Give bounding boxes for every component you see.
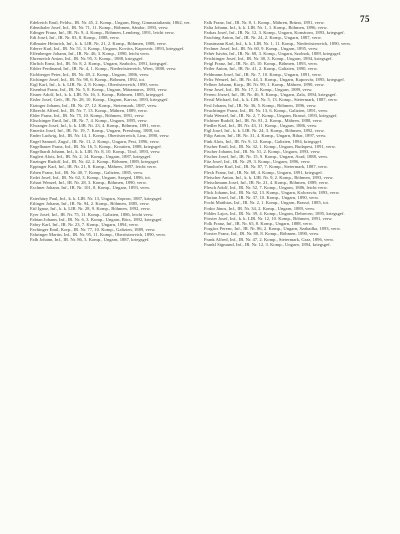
list-entry: Eisenhut Franz, Inf., IR. Nr. 5, 8. Komp., Ungarn, Máramaros, 1893, verw. bbox=[30, 87, 168, 93]
list-entry: Fleck Franz, Inf., IR. Nr. 68, 4. Komp., Ungarn, 1891, kriegsgef. bbox=[204, 169, 323, 175]
list-entry: Fitz Josef, Inf., IR. Nr. 29, 3. Komp., Ungarn, 1896, verw. bbox=[204, 159, 311, 165]
list-entry: Focht Matthias, Inf., IR. Nr. 2, 1. Komp., Ungarn, Brassó, 1885, tot. bbox=[204, 200, 330, 206]
list-entry: Florian Josef, Inf., IR. Nr. 37, 10. Komp., Ungarn, 1890, verw. bbox=[204, 195, 320, 201]
list-entry: Feiler Anton, Inf., IR. Nr. 41, 2. Komp., Galizien, 1890, verw. bbox=[204, 66, 318, 72]
list-entry: Fischer Josef, Inf., IR. Nr. 15, 9. Komp., Ungarn, Arad, 1888, verw. bbox=[204, 154, 329, 160]
list-entry: Flick Johann, Inf., IR. Nr. 62, 13. Komp., Ungarn, Kolozsvár, 1893, verw. bbox=[204, 190, 340, 196]
list-entry: Fleischer Anton, Inf., k. k. LIR. Nr. 9, 2. Komp., Böhmen, 1893, verw. bbox=[204, 174, 334, 180]
list-entry: Eibler Ferdinand, Inf., IR. Nr. 4, 1. Komp., Niederösterreich, Wien, 1888, verw. bbox=[30, 66, 177, 72]
list-entry: Fesl Johann, Inf., IR. Nr. 36, 5. Komp., Böhmen, 1896, verw. bbox=[204, 102, 317, 108]
list-entry: Fischer Johann, Inf., IR. Nr. 51, 2. Komp., Ungarn, 1893, verw. bbox=[204, 148, 321, 154]
right-entries-list bbox=[204, 20, 372, 247]
list-entry: Faustmann Karl, Inf., k. k. LIR. Nr. 1, 11. Komp., Niederösterreich, 1890, verw. bbox=[204, 40, 352, 46]
list-entry: Fischer Emil, Inf., IR. Nr. 32, 1. Komp., Ungarn, Budapest, 1891, verw. bbox=[204, 143, 336, 149]
list-entry: Engelbauer Franz, Inf., IR. Nr. 16, 5. Komp., Kroatien, 1888, kriegsgef. bbox=[30, 143, 162, 149]
list-entry: Edelreich Emil, Feldw., IR. Nr. 45, 2. Komp., Ungarn, Berg. Gimnazialtanár, 1862, ver. bbox=[30, 20, 191, 25]
list-entry: Edlmaier Heinrich, Inf., k. k. LIR. Nr. 21, 2. Komp., Böhmen, 1888, verw. bbox=[30, 40, 167, 46]
list-entry: Feuchtinger Franz, Inf., IR. Nr. 13, 6. Komp., Galizien, 1891, verw. bbox=[204, 107, 329, 113]
list-entry: Feichtinger Josef, Inf., IR. Nr. 38, 3. Komp., Ungarn, 1894, kriegsgef. bbox=[204, 56, 333, 62]
list-entry: Erhart Wenzel, Inf., IR. Nr. 28, 3. Komp., Böhmen, 1890, verw. bbox=[30, 179, 147, 185]
list-entry: Engelhardt Johann, Inf., k. k. LIR. Nr. 8, 10. Komp., Tirol, 1893, verw. bbox=[30, 148, 161, 154]
list-entry: Ferstl Michael, Inf., k. k. LIR. Nr. 5, 13. Komp., Steiermark, 1887, verw. bbox=[204, 97, 338, 103]
page-number: 75 bbox=[360, 14, 370, 24]
list-entry: Fink Alois, Inf., IR. Nr. 9, 12. Komp., Galizien, 1894, kriegsgef. bbox=[204, 138, 323, 144]
list-entry: Felix Wenzel, Inf., IR. Nr. 44, 3. Komp., Ungarn, Kaposvár, 1895, kriegsgef. bbox=[204, 76, 345, 82]
list-entry: Falta Johann, Inf., k. k. LIR. Nr. 1, 1. Komp., Böhmen, 1896, verw. bbox=[204, 25, 328, 31]
list-entry: Fiala Wenzel, Inf., IR. Nr. 2, 7. Komp., Ungarn, Brassó, 1893, kriegsgef. bbox=[204, 112, 338, 118]
list-entry: Fiedler Karl, Inf., IR. Nr. 43, 11. Komp., Ungarn, 1886, verw. bbox=[204, 123, 318, 129]
right-column bbox=[204, 20, 372, 247]
list-entry: Ferenc József, Inf., IR. Nr. 46, 9. Komp., Ungarn, Zala, 1894, kriegsgef. bbox=[204, 92, 337, 98]
list-entry: Fasching Anton, Inf., IR. Nr. 24, 2. Komp., Ungarn, 1887, verw. bbox=[204, 35, 322, 41]
list-entry: Enzinger Rudolf, Inf., IR. Nr. 42, 2. Komp., Böhmen, 1889, kriegsgef. bbox=[30, 159, 160, 165]
list-entry: Fenz Josef, Inf., IR. Nr. 17, 2. Komp., Ungarn, 1889, verw. bbox=[204, 87, 313, 93]
list-entry: Elder Franz, Inf., IR. Nr. 75, 10. Komp., Böhmen, 1891, verw. bbox=[30, 112, 145, 118]
list-entry: Frankl Sigmund, Inf., IR. Nr. 12, 3. Komp., Ungarn, 1894, kriegsgef. bbox=[204, 241, 331, 247]
list-entry: Elbrecht Alfred, Inf., IR. Nr. 7, 13. Komp., Mähren, 1889, verw. bbox=[30, 107, 148, 113]
list-entry: Ederer Karl, Inf., IR. Nr. 51, 3. Komp., Ungarn, Kovács, Kaposvár, 1893, kriegsgef. bbox=[30, 45, 185, 51]
list-entry: Flandorfer Karl, Inf., IR. Nr. 87, 7. Komp., Steiermark, 1887, verw. bbox=[204, 164, 328, 170]
list-entry: Ehrenreich Anton, Inf., IR. Nr. 95, 3. Komp., 1888, kriegsgef. bbox=[30, 56, 144, 62]
list-entry: Edenthaler Josef, Inf., IR. Nr. 71, 11. Komp., Böhmen, Sándor, 1893, verw. bbox=[30, 25, 169, 31]
list-entry: Eisler Josef, Gefr., IR. Nr. 28, 10. Komp., Ungarn, Karcsa, 1893, kriegsgef. bbox=[30, 97, 169, 103]
list-entry: Eichinger Josef, Inf., IR. Nr. 98, 6. Komp., Böhmen, 1892, tot. bbox=[30, 76, 146, 82]
list-entry: Flesch Adolf, Inf., IR. Nr. 52, 7. Komp., Ungarn, 1886, leicht verw. bbox=[204, 185, 328, 190]
list-entry: Erben Franz, Inf., IR. Nr. 40, 7. Komp., Galizien, 1885, verw. bbox=[30, 169, 144, 175]
left-entries-list bbox=[30, 20, 198, 190]
list-entry: Földes Lajos, Inf., IR. Nr. 39, 4. Komp., Ungarn, Debrecen, 1895, kriegsgef. bbox=[204, 210, 345, 216]
list-entry: Edinger Franz, Inf., IR. Nr. 9, 4. Komp., Böhmen, Lemberg, 1891, leicht verw. bbox=[30, 30, 175, 36]
list-entry: Etlinger Johann, Inf., IR. Nr. 94, 2. Komp., Böhmen, 1885, verw. bbox=[30, 201, 150, 207]
list-entry: Fellner Johann, Korp., IR. Nr. 99, 1. Komp., Mähren, 1890, verw. bbox=[204, 81, 325, 87]
list-entry: Förster Josef, Inf., k. k. LIR. Nr. 12, 10. Komp., Böhmen, 1891, verw. bbox=[204, 215, 333, 221]
list-entry: Fachinger Emil, Korp., IR. Nr. 77, 10. Komp., Galizien, 1889, verw. bbox=[30, 227, 156, 233]
list-entry: Ettl Ignaz, Inf., k. k. LIR. Nr. 28, 9. Komp., Böhmen, 1892, verw. bbox=[30, 206, 151, 212]
list-entry: Eisner Adolf, Inf., k. k. LIR. Nr. 16, 3. Komp., Böhmen, 1885, kriegsgef. bbox=[30, 92, 165, 98]
list-entry: Englert Alois, Inf., IR. Nr. 2, 14. Komp., Ungarn, 1887, kriegsgef. bbox=[30, 154, 152, 160]
list-entry: Farkas Josef, Inf., IR. Nr. 12, 3. Komp., Ungarn, Komárom, 1893, kriegsgef. bbox=[204, 30, 345, 36]
list-entry: Eltschinger Emil, Inf., IR. Nr. 7, 4. Komp., Ungarn, 1895, verw. bbox=[30, 117, 148, 123]
list-entry: Fahringer Martin, Inf., IR. Nr. 95, 11. Komp., Oberösterreich, 1890, verw. bbox=[30, 232, 167, 238]
list-entry: Figl Josef, Inf., k. k. LIR. Nr. 24, 3. Komp., Böhmen, 1892, verw. bbox=[204, 128, 325, 134]
list-entry: Erdei Josef, Inf., IR. Nr. 62, 3. Komp., Ungarn, Szeged, 1896, tot. bbox=[30, 174, 151, 180]
list-entry: Eichberger Peter, Inf., IR. Nr. 49, 2. Komp., Ungarn, 1886, verw. bbox=[30, 71, 150, 77]
list-entry: Folk Franz, Inf., IR. Nr. 65, 8. Komp., Ungarn, 1888, verw. bbox=[204, 221, 313, 227]
list-entry: Eigl Karl, Inf., k. k. LIR. Nr. 2, 8. Komp., Oberösterreich, 1890, verw. bbox=[30, 81, 160, 87]
list-entry: Eschner Johann, Inf., IR. Nr. 101, 8. Komp., Ungarn, 1893, verw. bbox=[30, 185, 151, 190]
list-entry: Ender Ludwig, Inf., IR. Nr. 14, 1. Komp., Oberösterreich, Linz, 1890, verw. bbox=[30, 133, 170, 139]
list-entry: Esterházy Paul, Inf., k. k. LIR. Nr. 13, Ungarn, Sopron, 1887, kriegsgef. bbox=[30, 196, 163, 202]
list-entry: Fleischmann Josef, Inf., IR. Nr. 21, 4. Komp., Böhmen, 1889, verw. bbox=[204, 179, 329, 185]
list-entry: Fabian Johann, Inf., IR. Nr. 6, 3. Komp., Ungarn, Bács, 1892, kriegsgef. bbox=[30, 216, 163, 222]
list-entry: Elwanger Josef, Inf., k. k. LIR. Nr. 23, 4. Komp., Böhmen, 1891, verw. bbox=[30, 123, 161, 129]
left-column bbox=[30, 20, 198, 243]
list-entry: Fehér István, Inf., IR. Nr. 68, 3. Komp., Ungarn, Szolnok, 1889, kriegsgef. bbox=[204, 50, 342, 56]
list-entry: Frank Alfred, Inf., IR. Nr. 47, 2. Komp., Steiermark, Graz, 1896, verw. bbox=[204, 236, 335, 242]
list-entry: Forgács Ferenc, Inf., IR. Nr. 86, 2. Komp., Ungarn, Szabadka, 1893, verw. bbox=[204, 226, 341, 232]
list-entry: Fichtner Rudolf, Inf., IR. Nr. 81, 2. Komp., Mähren, 1888, verw. bbox=[204, 117, 323, 123]
list-entry: Falk Franz, Inf., IR. Nr. 8, 1. Komp., Mähren, Brünn, 1891, verw. bbox=[204, 20, 325, 25]
list-entry: Engel Samuel, Zugsf., IR. Nr. 11, 2. Komp., Ungarn, Pest, 1896, verw. bbox=[30, 138, 160, 144]
left-entries-list-after-gap bbox=[30, 196, 198, 242]
list-entry: Ehrlich Ernst, Inf., IR. Nr. 8, 2. Komp., Ungarn, Szabolcs, 1891, kriegsgef. bbox=[30, 61, 168, 67]
list-entry: Forster Franz, Inf., IR. Nr. 88, 8. Komp., Böhmen, 1890, verw. bbox=[204, 231, 320, 237]
list-entry: Eppinger Karl, Inf., IR. Nr. 21, 8. Komp., Mähren, 1897, leicht verw. bbox=[30, 164, 157, 170]
list-entry: Edi Josef, Inf., IR. Nr. 83, 8. Komp., 1888, verw. bbox=[30, 35, 120, 41]
list-entry: Filip Anton, Inf., IR. Nr. 31, 4. Komp., Ungarn, Bihar, 1897, verw. bbox=[204, 133, 327, 139]
list-entry: Falb Johann, Inf., IR. Nr. 86, 3. Komp., Ungarn, 1887, kriegsgef. bbox=[30, 237, 150, 243]
list-entry: Eizinger Johann, Inf., IR. Nr. 27, 12. Komp., Steiermark, 1887, verw. bbox=[30, 102, 158, 108]
list-entry: Fodor János, Inf., IR. Nr. 34, 2. Komp., Ungarn, 1889, verw. bbox=[204, 205, 316, 211]
list-entry: Fabry Karl, Inf., IR. Nr. 23, 7. Komp., Ungarn, 1894, verw. bbox=[30, 221, 139, 227]
list-entry: Feldmann Josef, Inf., IR. Nr. 7, 10. Komp., Ungarn, 1891, verw. bbox=[204, 71, 322, 77]
list-entry: Effenberger Johann, Inf., IR. Nr. 46, 3. Komp., 1890, leicht verw. bbox=[30, 50, 151, 56]
list-entry: Feigl Franz, Inf., IR. Nr. 45, 10. Komp., Böhmen, 1893, verw. bbox=[204, 61, 319, 67]
list-entry: Fechner Josef, Inf., IR. Nr. 60, 9. Komp., Ungarn, 1895, verw. bbox=[204, 45, 319, 51]
list-entry: Eyer Josef, Inf., IR. Nr. 75, 11. Komp., Galizien, 1886, leicht verw. bbox=[30, 211, 154, 217]
list-entry: Emeritz Josef, Inf., IR. Nr. 19, 7. Komp., Ungarn, Pressburg, 1888, tot. bbox=[30, 128, 161, 134]
